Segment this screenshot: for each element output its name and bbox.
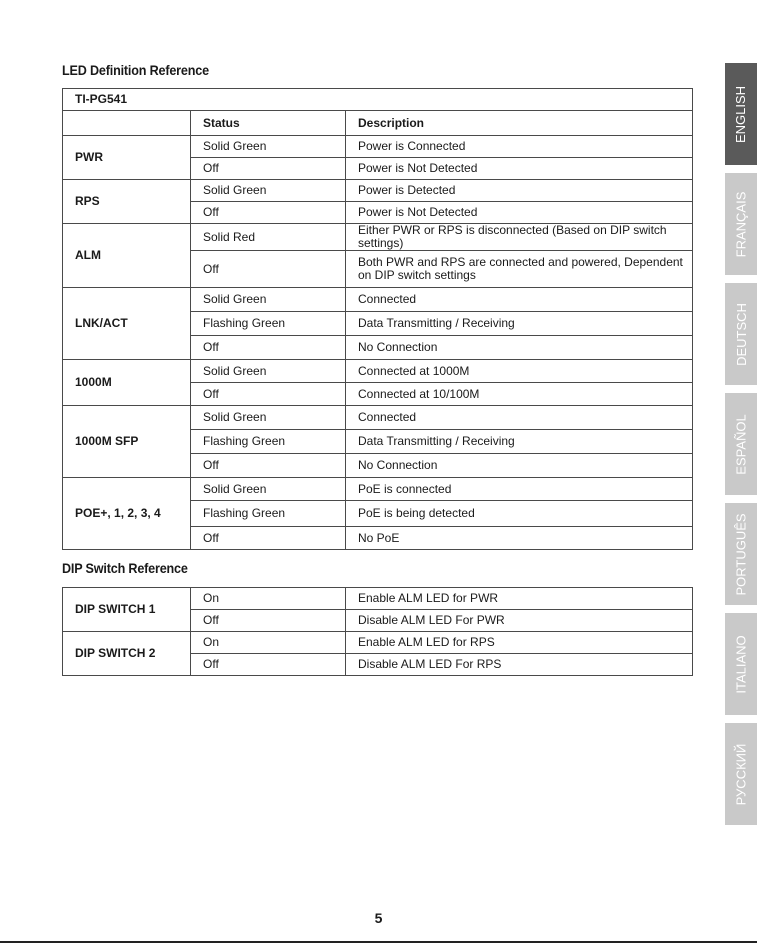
description-cell: PoE is being detected [346,501,693,527]
language-tab[interactable] [725,283,757,385]
description-cell: No Connection [346,454,693,478]
status-cell: Solid Green [191,360,346,383]
group-label: DIP SWITCH 1 [63,588,191,632]
description-cell: Enable ALM LED for PWR [346,588,693,610]
description-cell: Disable ALM LED For RPS [346,654,693,676]
description-cell: No Connection [346,336,693,360]
table-row [63,136,693,158]
table-row [63,588,693,610]
status-cell: Off [191,202,346,224]
group-label: ALM [63,224,191,288]
table-row [63,632,693,654]
language-tab-label: ESPAÑOL [733,413,749,475]
status-cell: Solid Green [191,136,346,158]
dip-switch-table [62,587,693,676]
language-tab[interactable] [725,723,757,825]
table-row [63,360,693,383]
status-cell: Off [191,158,346,180]
group-label: 1000M SFP [63,406,191,478]
led-section-title: LED Definition Reference [62,62,209,78]
status-cell: On [191,588,346,610]
status-cell: Flashing Green [191,501,346,527]
status-cell: Off [191,654,346,676]
status-cell: Solid Green [191,288,346,312]
language-tab-label: PORTUGUÊS [733,512,749,596]
language-tab-label: FRANÇAIS [733,191,749,257]
description-cell: Power is Connected [346,136,693,158]
status-cell: Off [191,610,346,632]
dip-section-title: DIP Switch Reference [62,560,188,576]
language-tab[interactable] [725,63,757,165]
table-row [63,180,693,202]
status-cell: On [191,632,346,654]
status-cell: Off [191,336,346,360]
description-cell: Either PWR or RPS is disconnected (Based on DIP switch settings) [346,224,693,251]
language-tab[interactable] [725,503,757,605]
status-cell: Off [191,383,346,406]
header-blank [63,111,191,136]
table-row [63,224,693,251]
description-cell: Disable ALM LED For PWR [346,610,693,632]
description-cell: Connected [346,406,693,430]
description-cell: Connected at 1000M [346,360,693,383]
group-label: LNK/ACT [63,288,191,360]
group-label: 1000M [63,360,191,406]
status-cell: Solid Green [191,406,346,430]
status-cell: Off [191,251,346,288]
group-label: DIP SWITCH 2 [63,632,191,676]
description-cell: Connected at 10/100M [346,383,693,406]
description-cell: No PoE [346,527,693,550]
status-cell: Flashing Green [191,312,346,336]
bottom-rule [0,941,757,943]
status-cell: Solid Red [191,224,346,251]
status-cell: Flashing Green [191,430,346,454]
description-column-header: Description [346,111,693,136]
language-tab[interactable] [725,613,757,715]
description-cell: Power is Not Detected [346,202,693,224]
table-row [63,288,693,312]
language-tab-label: ITALIANO [733,634,749,694]
description-cell: Enable ALM LED for RPS [346,632,693,654]
table-row [63,478,693,501]
language-tab[interactable] [725,173,757,275]
description-cell: Power is Detected [346,180,693,202]
status-cell: Off [191,454,346,478]
group-label: PWR [63,136,191,180]
group-label: RPS [63,180,191,224]
language-tab-label: РУССКИЙ [733,743,749,805]
status-cell: Solid Green [191,180,346,202]
group-label: POE+, 1, 2, 3, 4 [63,478,191,550]
description-cell: Data Transmitting / Receiving [346,312,693,336]
language-tab-label: DEUTSCH [733,302,749,366]
model-name: TI-PG541 [63,89,693,111]
language-tab[interactable] [725,393,757,495]
description-cell: Data Transmitting / Receiving [346,430,693,454]
language-tab-label: ENGLISH [733,85,749,143]
description-cell: Power is Not Detected [346,158,693,180]
status-column-header: Status [191,111,346,136]
description-cell: Connected [346,288,693,312]
led-definition-table [62,88,693,550]
status-cell: Solid Green [191,478,346,501]
table-row [63,406,693,430]
description-cell: Both PWR and RPS are connected and powered, Dependent on DIP switch settings [346,251,693,288]
status-cell: Off [191,527,346,550]
page-number: 5 [374,910,383,926]
description-cell: PoE is connected [346,478,693,501]
